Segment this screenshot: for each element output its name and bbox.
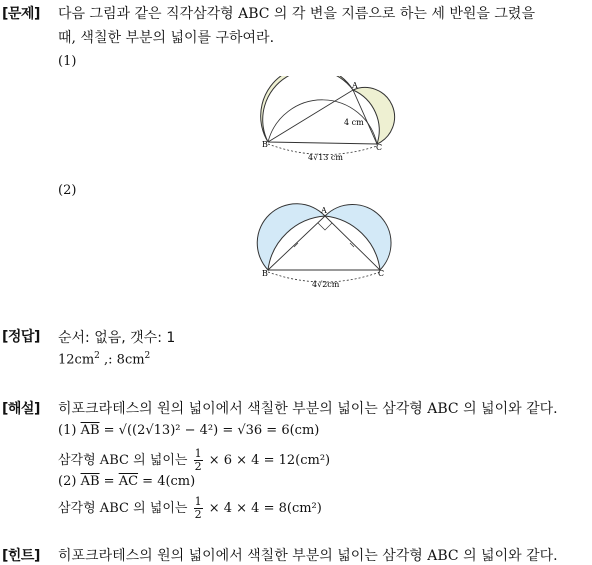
solution-line-1: 히포크라테스의 원의 넓이에서 색칠한 부분의 넓이는 삼각형 ABC 의 넓이와 같다. bbox=[58, 401, 558, 417]
fig2-label-b: B bbox=[262, 269, 268, 278]
solution-line-2: (1) $\overline{AB} = √((2√13)^2 - 4^2) = √36 = 6(cm)$ bbox=[58, 423, 320, 438]
fig2-right-angle bbox=[318, 223, 332, 230]
problem-line-1: 다음 그림과 같은 직각삼각형 ABC 의 각 변을 지름으로 하는 세 반원을 그렸을 bbox=[58, 6, 535, 22]
fig1-label-a: A bbox=[352, 81, 358, 90]
fraction-half: $\frac{1}{2}$ bbox=[194, 447, 202, 473]
solution-line-5: 삼각형 ABC 의 넓이는 $\frac{1}{2}$ × 4 × 4 = 8(cm²) bbox=[58, 495, 322, 521]
fraction-half-2: $\frac{1}{2}$ bbox=[194, 495, 202, 521]
solution-tag: [해설] bbox=[2, 401, 40, 417]
hint-tag: [힌트] bbox=[2, 548, 40, 564]
problem-tag: [문제] bbox=[2, 6, 40, 22]
fig1-crescent-ac bbox=[353, 87, 395, 144]
part1-label: (1) bbox=[58, 54, 77, 69]
fig1-label-bc: 4√13 cm bbox=[308, 153, 343, 162]
fig1-crescent-ab bbox=[261, 76, 353, 142]
fig2-crescent-ab bbox=[257, 204, 325, 270]
problem-line-2: 때, 색칠한 부분의 넓이를 구하여라. bbox=[58, 30, 275, 46]
figure-1-diagram bbox=[256, 76, 396, 166]
fig2-label-a: A bbox=[321, 206, 327, 215]
fig2-label-c: C bbox=[378, 269, 385, 278]
fig2-crescent-ac bbox=[325, 204, 391, 270]
hint-line-1: 히포크라테스의 원의 넓이에서 색칠한 부분의 넓이는 삼각형 ABC 의 넓이와 같다. bbox=[58, 548, 558, 564]
figure-2-diagram bbox=[256, 200, 396, 290]
answer-line-1: 순서: 없음, 갯수: 1 bbox=[58, 330, 176, 346]
solution-line-3: 삼각형 ABC 의 넓이는 $\frac{1}{2}$ × 6 × 4 = 12(cm²) bbox=[58, 447, 331, 473]
fig1-label-b: B bbox=[262, 140, 268, 149]
fig2-label-bc: 4√2cm bbox=[312, 280, 340, 289]
answer-tag: [정답] bbox=[2, 329, 40, 345]
answer-line-2: $12cm^2$ ,: $8cm^2$ bbox=[58, 351, 151, 368]
solution-line-4: (2) $\overline{AB} = \overline{AC} = 4(cm)$ bbox=[58, 474, 196, 489]
fig1-triangle bbox=[268, 90, 377, 144]
fig1-label-c: C bbox=[376, 143, 383, 152]
fig1-label-ac: 4 cm bbox=[344, 118, 364, 127]
part2-label: (2) bbox=[58, 183, 77, 198]
